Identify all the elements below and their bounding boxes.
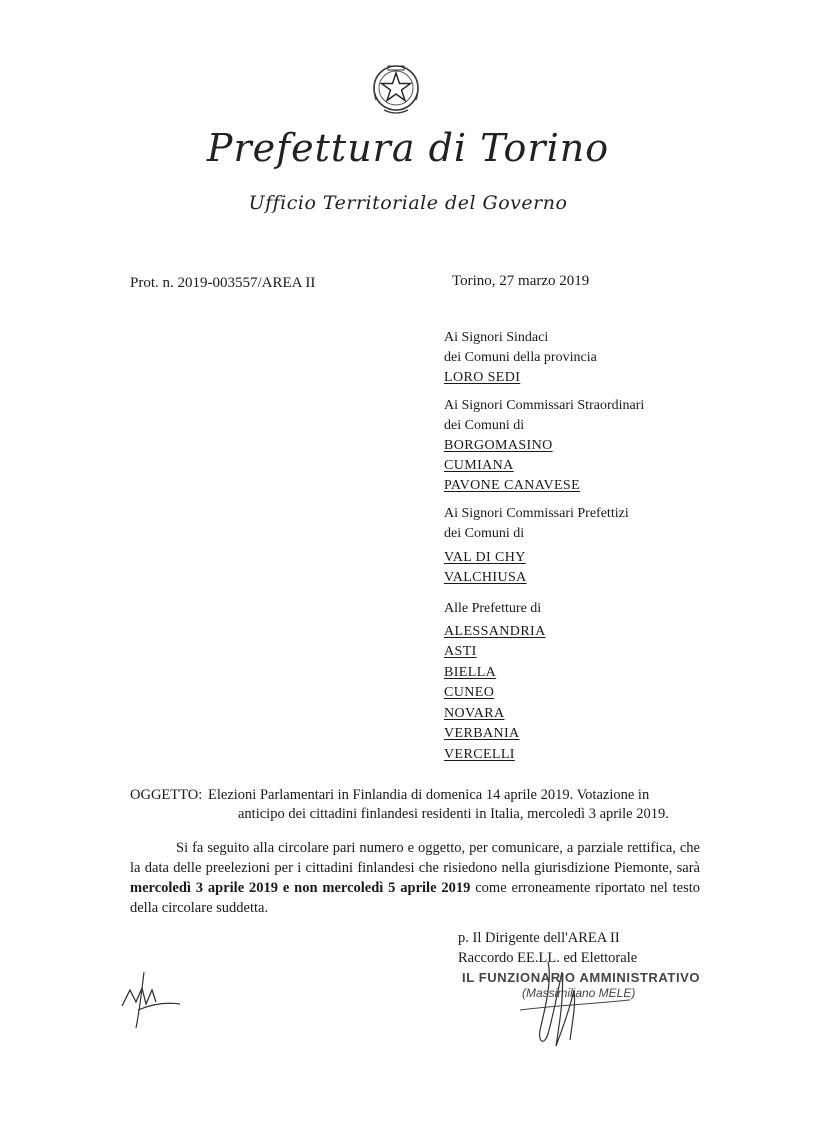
recipient-line: Ai Signori Sindaci (444, 330, 549, 345)
comune-name: CUMIANA (444, 458, 514, 473)
body-text: come erroneamente riportato nel testo della circolare suddetta. (130, 880, 700, 916)
comune-name: PAVONE CANAVESE (444, 478, 581, 493)
recipient-line: dei Comuni di (444, 526, 525, 541)
body-text: Si fa seguito alla circolare pari numero e oggetto, per comunicare, a parziale rettifica, che la data delle preelezioni per i cittadini finlandesi che risiedono nella giurisdizione Piemonte, sarà (130, 840, 700, 876)
letter-date: Torino, 27 marzo 2019 (452, 273, 590, 289)
subject-label: OGGETTO: (130, 787, 203, 803)
protocol-number: Prot. n. 2019-003557/AREA II (130, 275, 316, 291)
recipient-line: Ai Signori Commissari Straordinari (444, 398, 645, 413)
comune-name: BORGOMASINO (444, 438, 553, 453)
office-subtitle: Ufficio Territoriale del Governo (248, 192, 568, 214)
body-paragraph (130, 838, 700, 918)
prefettura-name: NOVARA (444, 705, 505, 721)
recipient-block-commissari-straordinari (444, 396, 644, 496)
recipient-line: Alle Prefetture di (444, 601, 542, 616)
handwritten-signature-icon (500, 950, 640, 1060)
handwritten-initials-icon (118, 968, 188, 1032)
recipient-line: dei Comuni di (444, 418, 525, 433)
stamp-name: (Massimiliano MELE) (522, 986, 636, 1000)
prefettura-name: BIELLA (444, 664, 497, 680)
body-emphasis: mercoledì 3 aprile 2019 e non mercoledì 5 aprile 2019 (130, 880, 471, 896)
recipient-block-prefetture (444, 599, 546, 765)
recipient-block-commissari-prefettizi (444, 504, 629, 588)
prefettura-name: VERCELLI (444, 746, 515, 762)
signature-line: Raccordo EE.LL. ed Elettorale (458, 950, 638, 966)
prefettura-name: ALESSANDRIA (444, 623, 546, 639)
stamp-title: IL FUNZIONARIO AMMINISTRATIVO (462, 970, 701, 985)
republic-emblem-icon (368, 60, 424, 118)
recipient-block-sindaci (444, 328, 597, 388)
recipient-line: dei Comuni della provincia (444, 350, 597, 365)
comune-name: VALCHIUSA (444, 570, 527, 585)
subject-line: Elezioni Parlamentari in Finlandia di domenica 14 aprile 2019. Votazione in (208, 787, 650, 803)
office-title: Prefettura di Torino (206, 126, 610, 170)
prefettura-name: ASTI (444, 644, 477, 659)
prefettura-name: CUNEO (444, 685, 495, 700)
recipient-line: Ai Signori Commissari Prefettizi (444, 506, 629, 521)
subject-line: anticipo dei cittadini finlandesi residenti in Italia, mercoledì 3 aprile 2019. (238, 806, 669, 822)
signature-line: p. Il Dirigente dell'AREA II (458, 930, 620, 946)
recipient-place: LORO SEDI (444, 370, 521, 385)
prefettura-name: VERBANIA (444, 726, 520, 741)
comune-name: VAL DI CHY (444, 550, 526, 565)
